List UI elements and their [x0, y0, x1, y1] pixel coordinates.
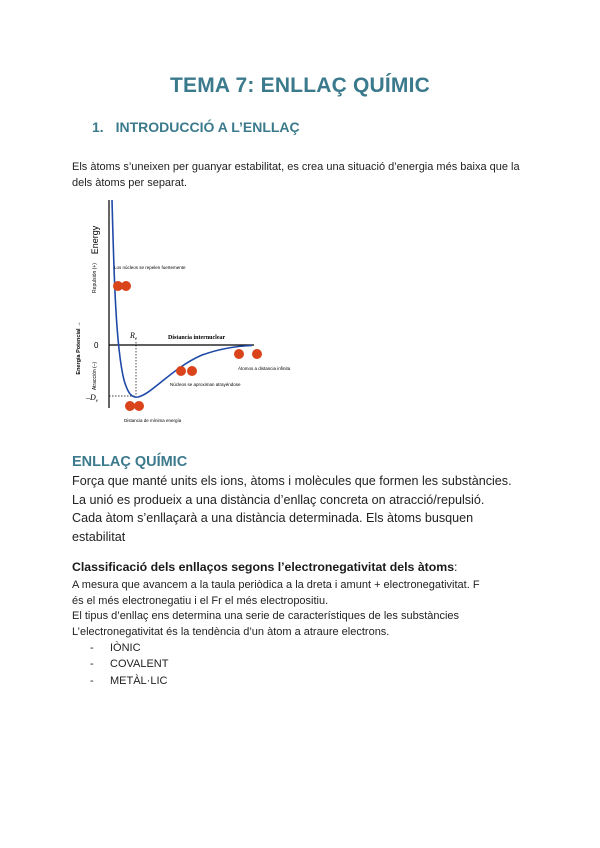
- classification-line: és el més electronegatiu i el Fr el més electropositiu.: [72, 594, 329, 607]
- y-axis-title: Energia Potencial →: [76, 321, 82, 375]
- enllac-line: estabilitat: [72, 529, 126, 544]
- atom: [125, 401, 135, 411]
- energy-label: Energy: [90, 225, 100, 255]
- bond-type-list: [90, 640, 168, 689]
- enllac-line: Força que manté units els ions, àtoms i molècules que formen les substàncies.: [72, 474, 512, 488]
- x-axis-label: Distancia internuclear: [168, 335, 226, 341]
- classification-line: L’electronegativitat és la tendència d’un àtom a atraure electrons.: [72, 625, 390, 638]
- atom: [187, 366, 197, 376]
- zero-tick-label: 0: [94, 341, 99, 350]
- list-item: - IÒNIC: [90, 642, 141, 654]
- list-item: - METÀL·LIC: [90, 674, 168, 687]
- repulsion-label: Repulsión (+): [92, 263, 98, 293]
- note-min: Distancia de mínima energía: [124, 418, 182, 423]
- section-label: INTRODUCCIÓ A L’ENLLAÇ: [115, 119, 300, 135]
- enllac-line: Cada àtom s’enllaçarà a una distància determinada. Els àtoms busquen: [72, 511, 474, 525]
- heading-enllac-quimic: ENLLAÇ QUÍMIC: [72, 454, 188, 470]
- de-label: $-D_e$: [86, 393, 99, 404]
- attraction-label: Atracción (–): [92, 361, 98, 391]
- classification-line: El tipus d’enllaç ens determina una serie de característiques de les substàncies: [72, 610, 460, 623]
- list-item: - COVALENT: [90, 658, 169, 671]
- atom: [252, 349, 262, 359]
- note-attract: Núcleos se aproximan atrayéndose: [170, 382, 241, 387]
- section-number: 1.: [92, 119, 104, 135]
- intro-paragraph: Els àtoms s’uneixen per guanyar estabilitat, es crea una situació d’energia més baixa que la dels àtoms per separat.: [72, 161, 520, 189]
- page-title: TEMA 7: ENLLAÇ QUÍMIC: [169, 74, 431, 97]
- re-label: $R_e$: [130, 331, 138, 342]
- atom: [234, 349, 244, 359]
- note-far: Átomos a distancia infinita: [238, 366, 291, 371]
- classification-line: A mesura que avancem a la taula periòdica a la dreta i amunt + electronegativitat. F: [72, 579, 480, 591]
- atom: [134, 401, 144, 411]
- note-repulsion: Los núcleos se repelen fuertemente: [114, 265, 186, 270]
- atom: [176, 366, 186, 376]
- section-heading-introduccio: [92, 119, 300, 135]
- potential-energy-diagram: [72, 198, 291, 430]
- enllac-paragraph: [72, 472, 542, 546]
- classification-paragraph: [72, 578, 542, 640]
- classification-title: Classificació dels enllaços segons l’electronegativitat dels àtoms:: [72, 560, 458, 574]
- enllac-line: La unió es produeix a una distància d’enllaç concreta on atracció/repulsió.: [72, 492, 485, 507]
- atom: [121, 281, 131, 291]
